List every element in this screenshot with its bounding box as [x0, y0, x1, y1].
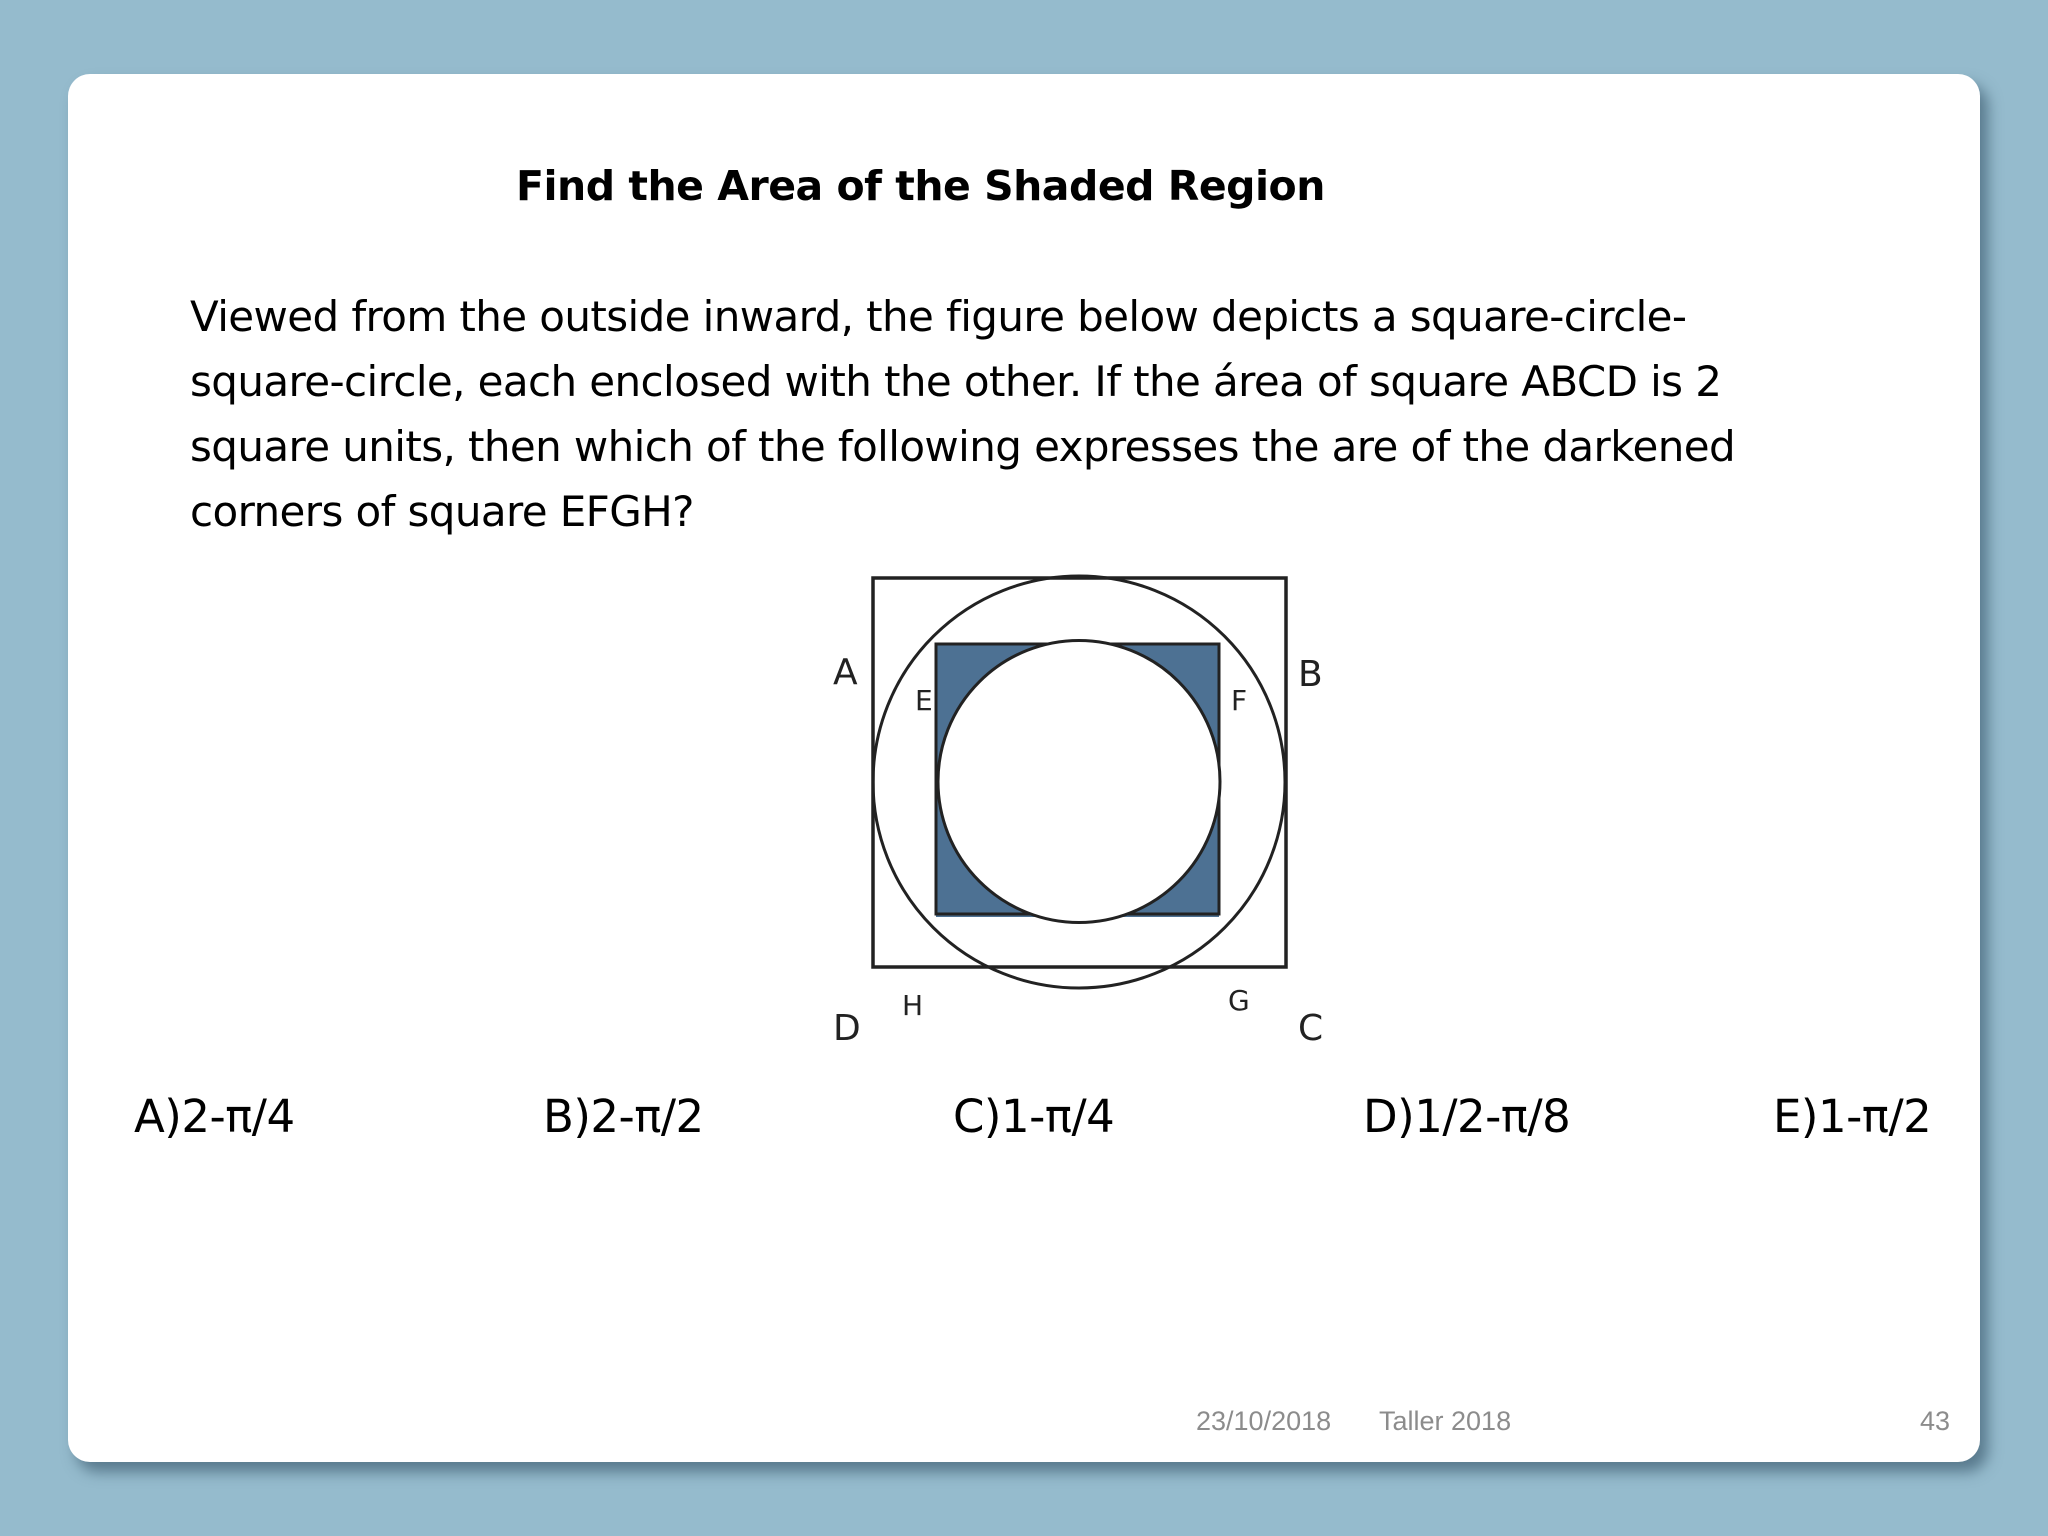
inner-circle — [938, 641, 1220, 923]
question-line: Viewed from the outside inward, the figure below depicts a square-circle- — [190, 292, 1687, 341]
question-line: square units, then which of the following expresses the are of the darkened — [190, 422, 1736, 471]
option-c: C)1-π/4 — [953, 1090, 1115, 1143]
footer-date: 23/10/2018 — [1196, 1406, 1332, 1436]
label-e: E — [915, 684, 933, 717]
option-a: A)2-π/4 — [134, 1090, 295, 1143]
slide — [68, 74, 1980, 1462]
footer-page-number: 43 — [1920, 1406, 1951, 1436]
option-b: B)2-π/2 — [543, 1090, 704, 1143]
label-a: A — [833, 652, 858, 693]
footer-event: Taller 2018 — [1379, 1406, 1512, 1436]
question-line: square-circle, each enclosed with the other. If the área of square ABCD is 2 — [190, 357, 1722, 406]
answer-options — [134, 1090, 1974, 1160]
question-line: corners of square EFGH? — [190, 487, 694, 536]
question-text — [190, 284, 1830, 544]
label-h: H — [902, 989, 924, 1022]
slide-title: Find the Area of the Shaded Region — [516, 162, 1325, 210]
geometry-figure — [759, 574, 1359, 1074]
label-f: F — [1231, 684, 1248, 717]
option-e: E)1-π/2 — [1773, 1090, 1932, 1143]
label-g: G — [1228, 984, 1250, 1017]
option-d: D)1/2-π/8 — [1363, 1090, 1571, 1143]
label-b: B — [1298, 654, 1323, 695]
label-d: D — [833, 1008, 861, 1049]
label-c: C — [1298, 1008, 1324, 1049]
